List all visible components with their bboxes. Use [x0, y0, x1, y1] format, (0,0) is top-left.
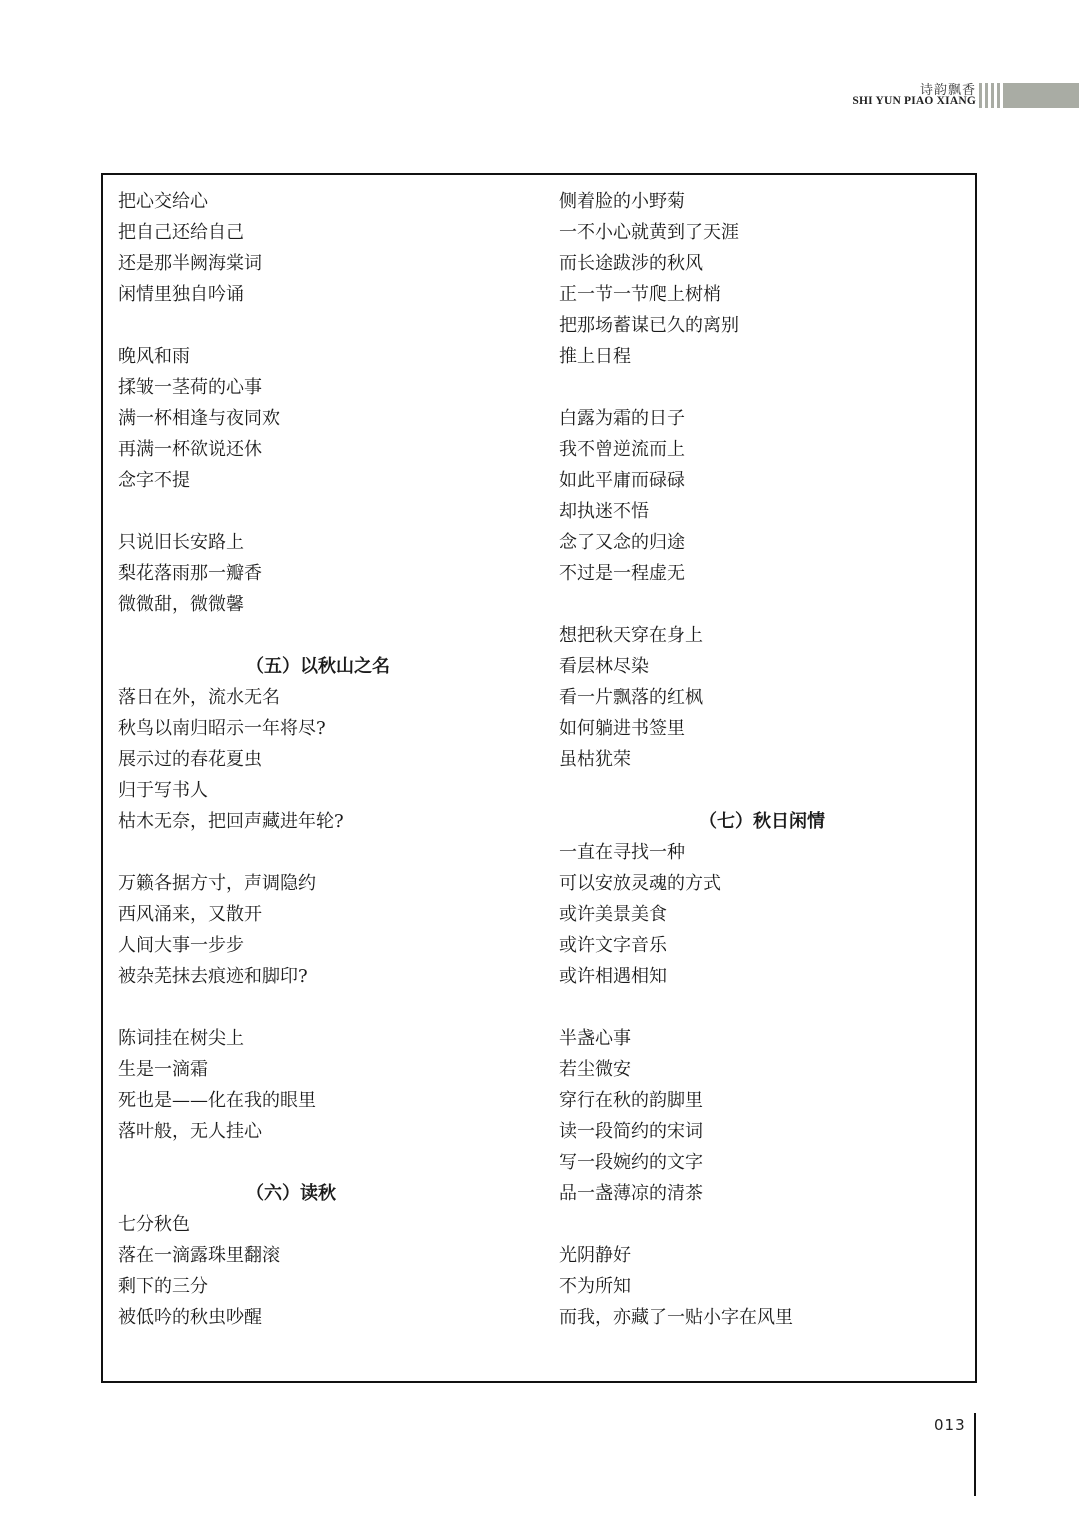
- poem-line: 把那场蓄谋已久的离别: [559, 315, 739, 336]
- poem-frame: [101, 173, 977, 1383]
- poem-line: 西风涌来，又散开: [118, 904, 262, 925]
- poem-line: 万籁各据方寸，声调隐约: [118, 873, 316, 894]
- poem-line: 如何躺进书签里: [559, 718, 685, 739]
- stanza-break: [118, 625, 528, 656]
- stanza-break: [118, 1152, 528, 1183]
- stanza-break: [559, 780, 959, 811]
- poem-line: 满一杯相逢与夜同欢: [118, 408, 280, 429]
- poem-line: 晚风和雨: [118, 346, 190, 367]
- right-column: [559, 191, 959, 1338]
- poem-line: 落叶般，无人挂心: [118, 1121, 262, 1142]
- poem-line: 若尘微安: [559, 1059, 631, 1080]
- poem-line: 闲情里独自吟诵: [118, 284, 244, 305]
- poem-line: 一直在寻找一种: [559, 842, 685, 863]
- header-title-cn: 诗韵飘香: [919, 83, 976, 98]
- poem-line: 把自己还给自己: [118, 222, 244, 243]
- poem-line: 归于写书人: [118, 780, 208, 801]
- poem-line: 只说旧长安路上: [118, 532, 244, 553]
- section-heading: （七）秋日闲情: [699, 811, 825, 832]
- poem-line: 虽枯犹荣: [559, 749, 631, 770]
- stanza-break: [118, 842, 528, 873]
- poem-line: 想把秋天穿在身上: [559, 625, 703, 646]
- header-title-en: SHI YUN PIAO XIANG: [852, 95, 976, 107]
- poem-line: 或许相遇相知: [559, 966, 667, 987]
- stanza-break: [559, 377, 959, 408]
- poem-line: 被低吟的秋虫吵醒: [118, 1307, 262, 1328]
- stanza-break: [118, 997, 528, 1028]
- poem-line: 念字不提: [118, 470, 190, 491]
- stanza-break: [118, 315, 528, 346]
- poem-line: 秋鸟以南归昭示一年将尽?: [118, 718, 326, 739]
- stanza-break: [559, 594, 959, 625]
- poem-line: 读一段简约的宋词: [559, 1121, 703, 1142]
- poem-line: 死也是——化在我的眼里: [118, 1090, 316, 1111]
- poem-line: 如此平庸而碌碌: [559, 470, 685, 491]
- poem-line: 光阴静好: [559, 1245, 631, 1266]
- section-heading: （六）读秋: [246, 1183, 336, 1204]
- poem-line: 看层林尽染: [559, 656, 649, 677]
- poem-line: 看一片飘落的红枫: [559, 687, 703, 708]
- poem-line: 梨花落雨那一瓣香: [118, 563, 262, 584]
- poem-line: 落日在外，流水无名: [118, 687, 280, 708]
- poem-line: 白露为霜的日子: [559, 408, 685, 429]
- stanza-break: [559, 1214, 959, 1245]
- poem-line: 而长途跋涉的秋风: [559, 253, 703, 274]
- poem-line: 七分秋色: [118, 1214, 190, 1235]
- poem-line: 正一节一节爬上树梢: [559, 284, 721, 305]
- poem-line: 微微甜，微微馨: [118, 594, 244, 615]
- poem-line: 不为所知: [559, 1276, 631, 1297]
- poem-line: 却执迷不悟: [559, 501, 649, 522]
- poem-line: 穿行在秋的韵脚里: [559, 1090, 703, 1111]
- poem-line: 半盏心事: [559, 1028, 631, 1049]
- poem-line: 可以安放灵魂的方式: [559, 873, 721, 894]
- poem-line: 枯木无奈，把回声藏进年轮?: [118, 811, 344, 832]
- poem-line: 侧着脸的小野菊: [559, 191, 685, 212]
- poem-line: 陈词挂在树尖上: [118, 1028, 244, 1049]
- poem-line: 品一盏薄凉的清茶: [559, 1183, 703, 1204]
- poem-line: 不过是一程虚无: [559, 563, 685, 584]
- poem-line: 念了又念的归途: [559, 532, 685, 553]
- poem-line: 剩下的三分: [118, 1276, 208, 1297]
- poem-line: 还是那半阙海棠词: [118, 253, 262, 274]
- poem-line: 把心交给心: [118, 191, 208, 212]
- left-column: [118, 191, 528, 1338]
- poem-line: 展示过的春花夏虫: [118, 749, 262, 770]
- section-heading: （五）以秋山之名: [246, 656, 390, 677]
- poem-line: 揉皱一茎荷的心事: [118, 377, 262, 398]
- poem-line: 写一段婉约的文字: [559, 1152, 703, 1173]
- poem-line: 或许美景美食: [559, 904, 667, 925]
- poem-line: 而我，亦藏了一贴小字在风里: [559, 1307, 793, 1328]
- poem-line: 推上日程: [559, 346, 631, 367]
- poem-line: 一不小心就黄到了天涯: [559, 222, 739, 243]
- poem-line: 落在一滴露珠里翻滚: [118, 1245, 280, 1266]
- page-number: 013: [934, 1416, 966, 1434]
- poem-line: 被杂芜抹去痕迹和脚印?: [118, 966, 308, 987]
- poem-line: 生是一滴霜: [118, 1059, 208, 1080]
- stanza-break: [118, 501, 528, 532]
- poem-line: 或许文字音乐: [559, 935, 667, 956]
- poem-line: 人间大事一步步: [118, 935, 244, 956]
- page-number-rule: [974, 1413, 976, 1496]
- stanza-break: [559, 997, 959, 1028]
- poem-line: 我不曾逆流而上: [559, 439, 685, 460]
- poem-line: 再满一杯欲说还休: [118, 439, 262, 460]
